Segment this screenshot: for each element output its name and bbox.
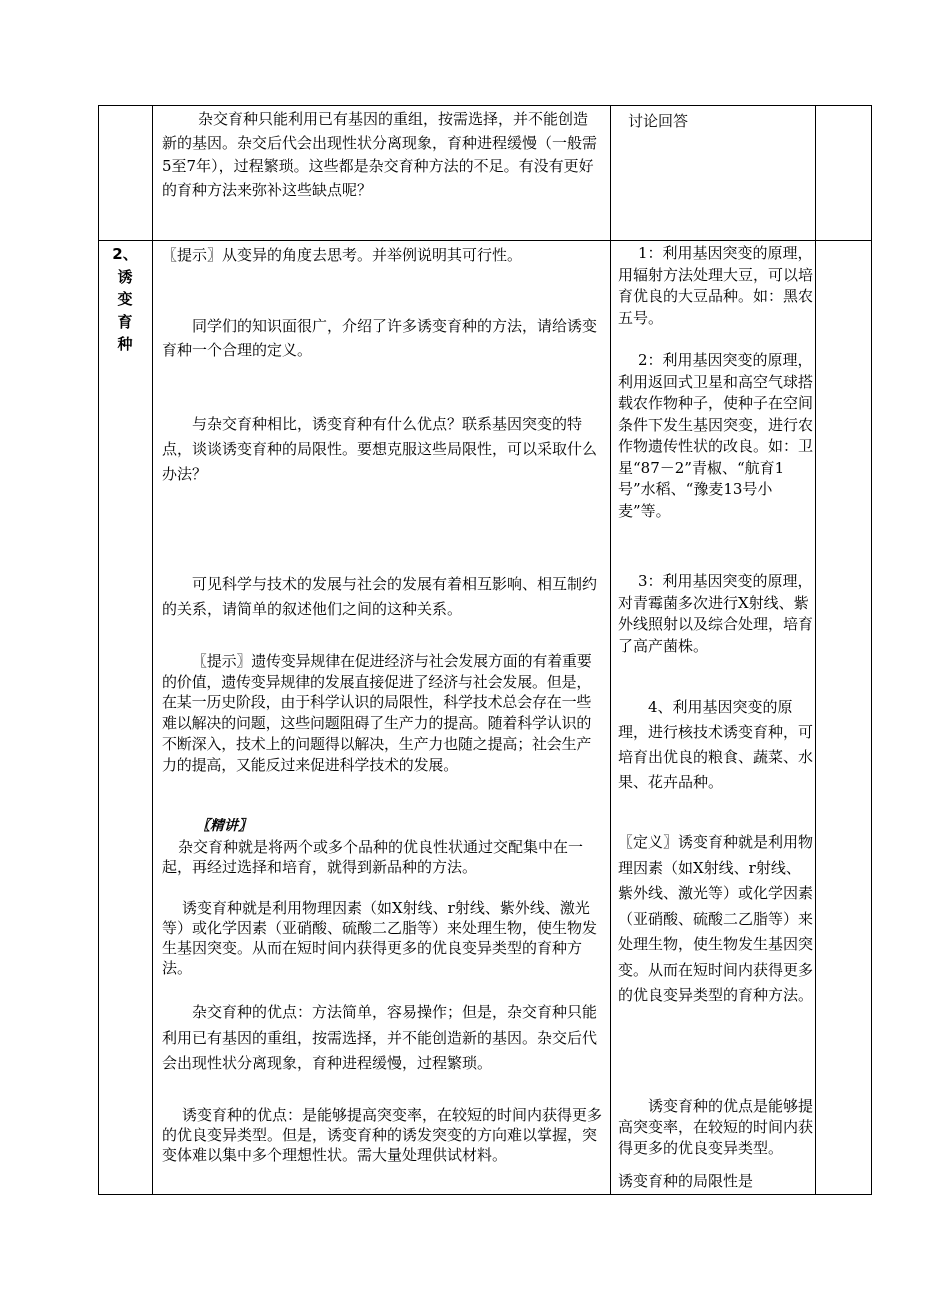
row1-paragraph: 杂交育种只能利用已有基因的重组，按需选择，并不能创造新的基因。杂交后代会出现性状分离现象，育种进程缓慢（一般需5至7年），过程繁琐。这些都是杂交育种方法的不足。有没有更好的育种方法来弥补这些缺点呢？ — [162, 110, 598, 199]
question-science-society: 可见科学与技术的发展与社会的发展有着相互影响、相互制约的关系，请简单的叙述他们之间的这种关系。 — [162, 575, 598, 618]
table-border-left — [98, 105, 99, 1195]
example-4: 4、利用基因突变的原理，进行核技术诱变育种，可培育出优良的粮食、蔬菜、水果、花卉品种。 — [618, 698, 814, 791]
column-divider — [610, 105, 611, 1195]
lecture-heading: 〖精讲〗 — [196, 818, 252, 834]
definition-answer: 〖定义〗诱变育种就是利用物理因素（如X射线、r射线、紫外线、激光等）或化学因素（亚硝酸、硫酸二乙脂等）来处理生物，使生物发生基因突变。从而在短时间内获得更多的优良变异类型的育种方法。 — [618, 833, 814, 1004]
question-advantages: 与杂交育种相比，诱变育种有什么优点？联系基因突变的特点，谈谈诱变育种的局限性。要想克服这些局限性，可以采取什么办法？ — [162, 415, 598, 483]
row1-student-activity: 讨论回答 — [628, 112, 689, 130]
table-border-top — [98, 105, 872, 106]
lecture-mutation-definition: 诱变育种就是利用物理因素（如X射线、r射线、紫外线、激光等）或化学因素（亚硝酸、硫酸二乙脂等）来处理生物，使生物发生基因突变。从而在短时间内获得更多的优良变异类型的育种方法。 — [162, 899, 598, 977]
question-definition: 同学们的知识面很广，介绍了许多诱变育种的方法，请给诱变育种一个合理的定义。 — [162, 317, 598, 359]
example-3: 3：利用基因突变的原理，对青霉菌多次进行X射线、紫外线照射以及综合处理，培育了高产菌株。 — [618, 572, 814, 655]
example-2: 2：利用基因突变的原理，利用返回式卫星和高空气球搭载农作物种子，使种子在空间条件下发生基因突变，进行农作物遗传性状的改良。如：卫星“87－2”青椒、“航育1号”水稻、“豫麦13号小麦”等。 — [618, 351, 814, 520]
hint-science-society: 〖提示〗遗传变异规律在促进经济与社会发展方面的有着重要的价值，遗传变异规律的发展直接促进了经济与社会发展。但是，在某一历史阶段，由于科学认识的局限性，科学技术总会存在一些难以解决的问题，这些问题阻碍了生产力的提高。随着科学认识的不断深入，技术上的问题得以解决，生产力也随之提高；社会生产力的提高，又能反过来促进科学技术的发展。 — [162, 652, 592, 774]
row1-content-cell — [162, 108, 602, 202]
hint-paragraph: 〖提示〗从变异的角度去思考。并举例说明其可行性。 — [162, 246, 523, 264]
table-border-right — [871, 105, 872, 1195]
lecture-mutation-pros-cons: 诱变育种的优点：是能够提高突变率，在较短的时间内获得更多的优良变异类型。但是，诱变育种的诱发突变的方向难以掌握，突变体难以集中多个理想性状。需大量处理供试材料。 — [162, 1106, 603, 1164]
section-heading: 2、 诱 变 育 种 — [112, 245, 138, 353]
limitation-answer: 诱变育种的局限性是 — [618, 1172, 754, 1190]
column-divider — [815, 105, 816, 1195]
row-divider — [98, 240, 872, 241]
lecture-hybrid-definition: 杂交育种就是将两个或多个品种的优良性状通过交配集中在一起，再经过选择和培育，就得到新品种的方法。 — [162, 838, 584, 876]
example-1: 1：利用基因突变的原理，用辐射方法处理大豆，可以培育优良的大豆品种。如：黑农五号。 — [618, 244, 814, 327]
column-divider — [152, 105, 153, 1195]
advantage-answer: 诱变育种的优点是能够提高突变率，在较短的时间内获得更多的优良变异类型。 — [618, 1097, 814, 1157]
table-border-bottom — [98, 1194, 872, 1195]
lecture-hybrid-pros-cons: 杂交育种的优点：方法简单，容易操作；但是，杂交育种只能利用已有基因的重组，按需选择，并不能创造新的基因。杂交后代会出现性状分离现象，育种进程缓慢，过程繁琐。 — [162, 1003, 598, 1072]
